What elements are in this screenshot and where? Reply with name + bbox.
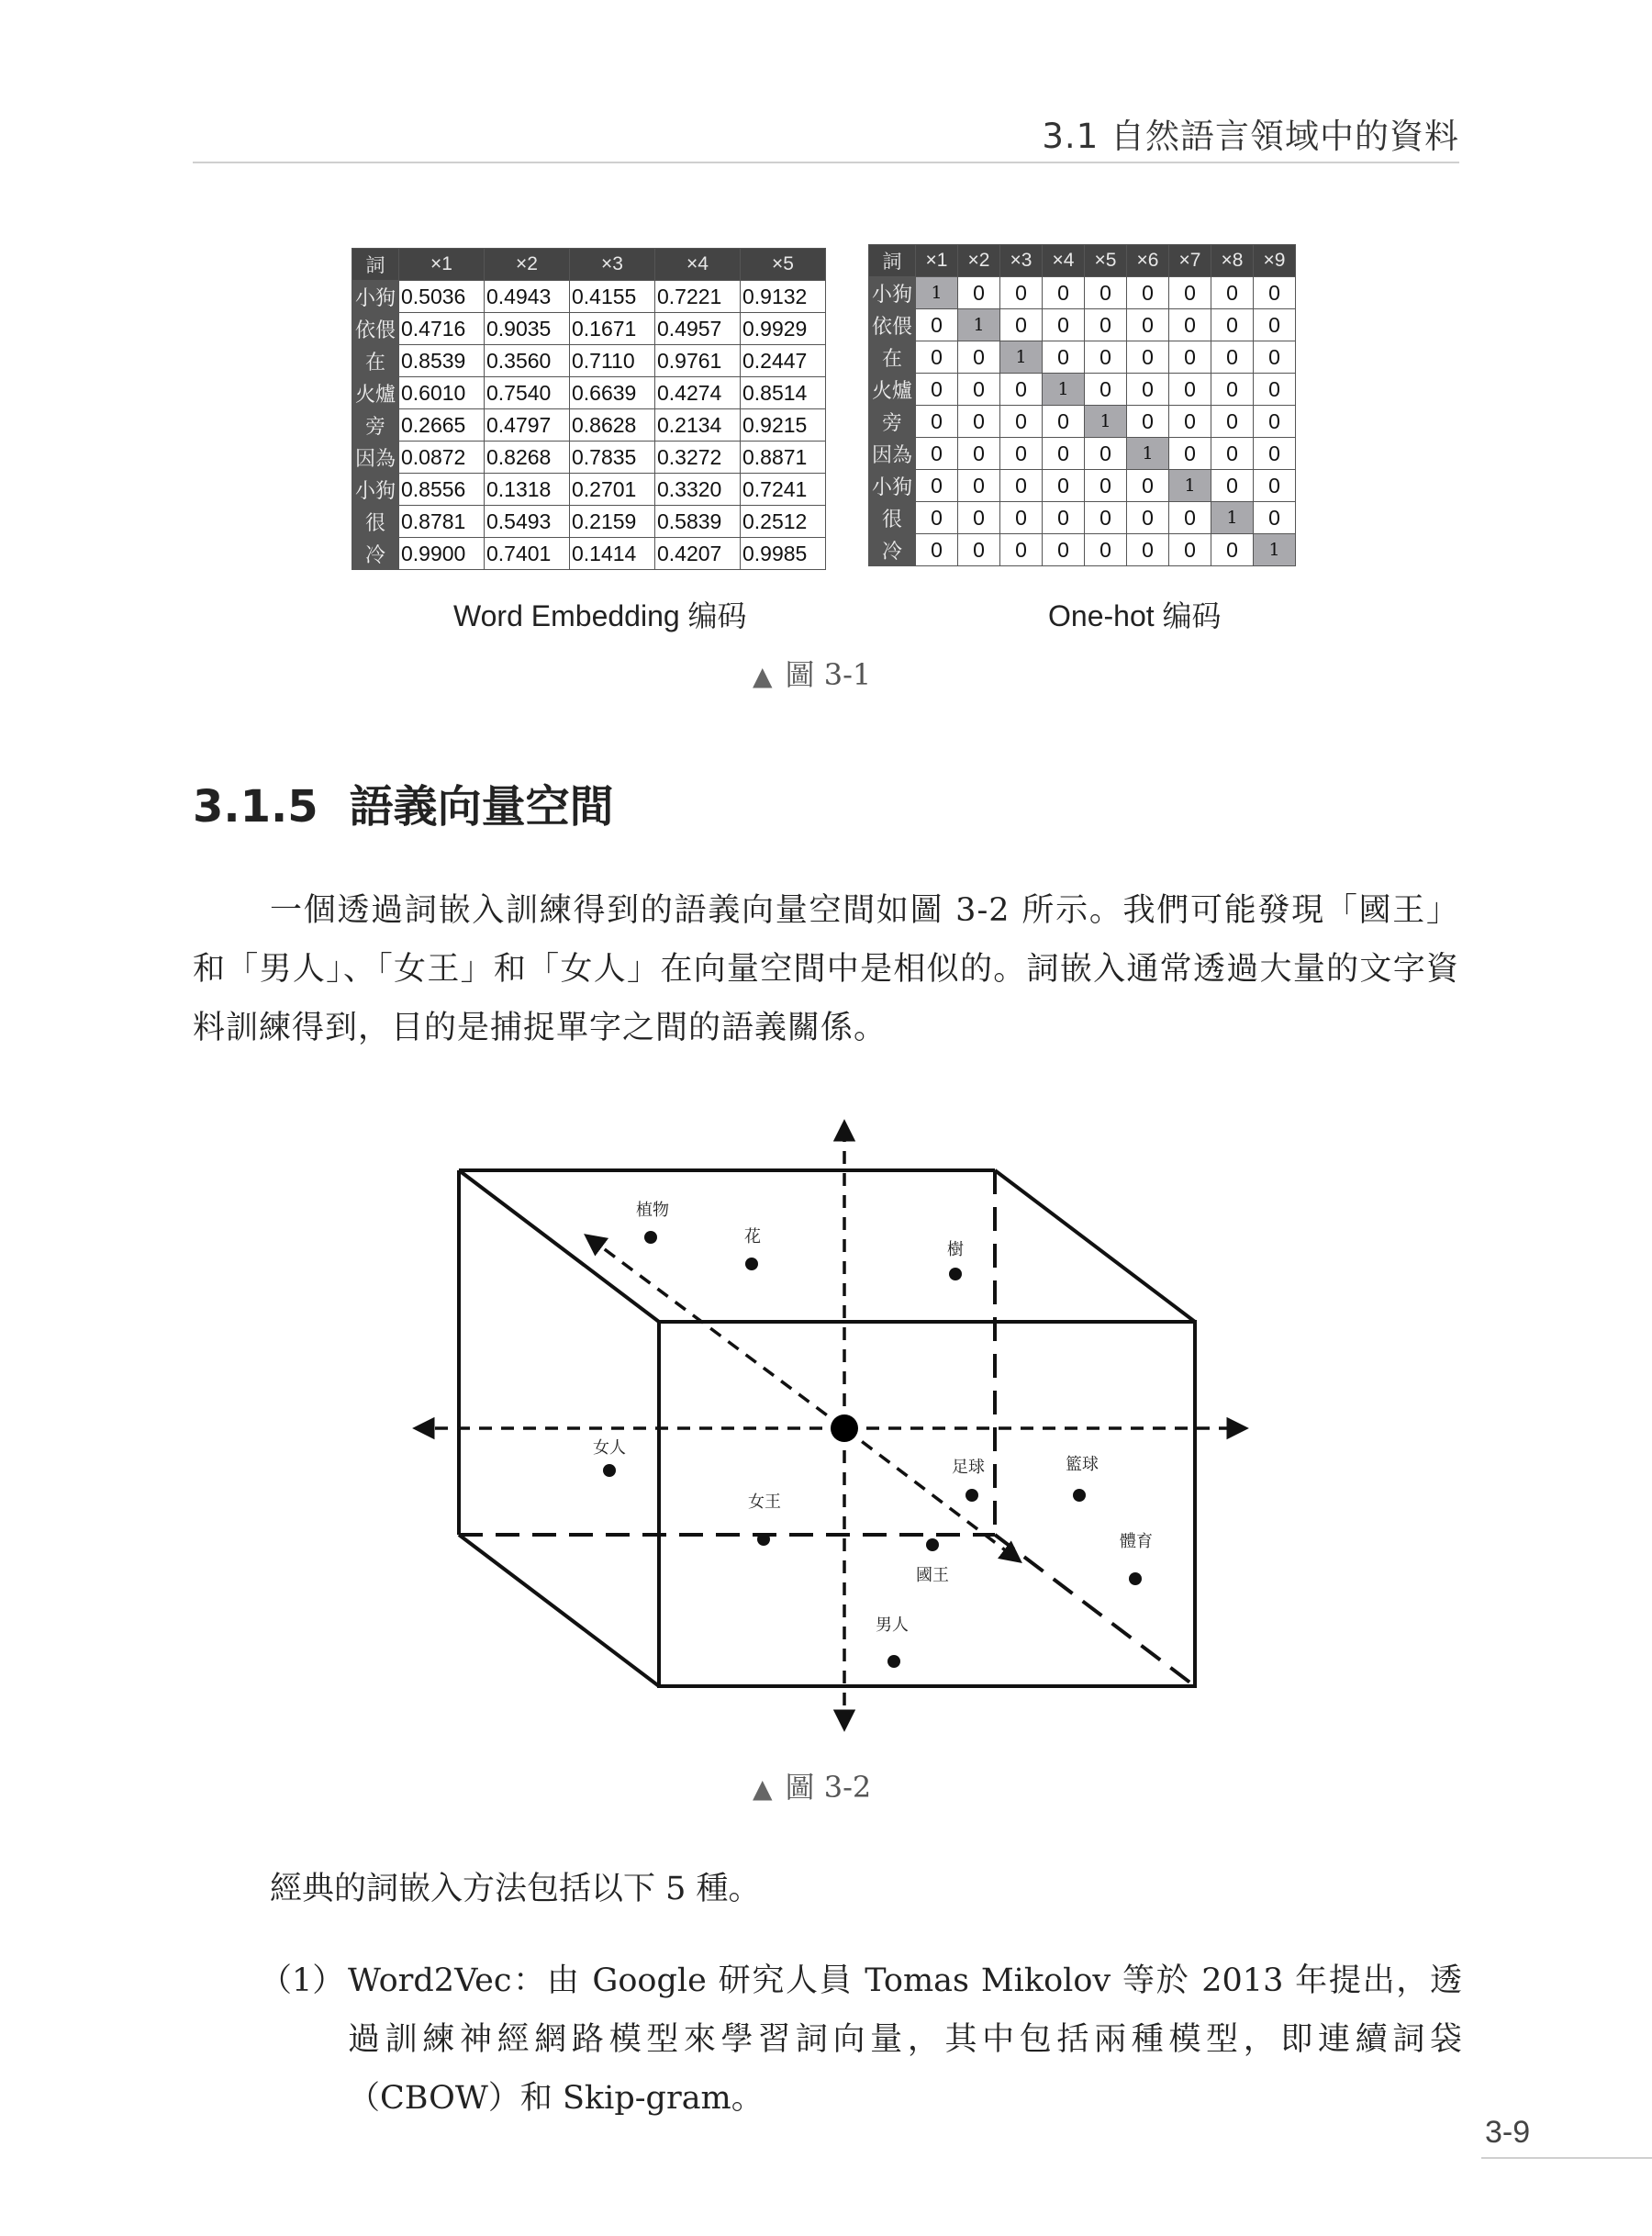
onehot-cell: 0 xyxy=(916,374,958,406)
word-point-king xyxy=(926,1538,939,1551)
onehot-cell: 0 xyxy=(1254,406,1296,438)
onehot-hot-cell: 1 xyxy=(1043,374,1085,406)
embedding-cell: 0.9035 xyxy=(485,313,570,345)
embedding-cell: 0.4207 xyxy=(655,538,741,570)
cube-edge xyxy=(459,1535,659,1686)
onehot-cell: 0 xyxy=(1043,438,1085,470)
onehot-cell: 0 xyxy=(1211,277,1254,309)
embedding-cell: 0.7401 xyxy=(485,538,570,570)
embedding-col-header: ×3 xyxy=(570,249,655,281)
cube-edge xyxy=(995,1170,1195,1322)
onehot-cell: 0 xyxy=(1127,374,1169,406)
embedding-cell: 0.7241 xyxy=(741,474,826,506)
onehot-cell: 0 xyxy=(916,502,958,534)
caption-triangle-icon: ▲ xyxy=(753,1773,773,1804)
embedding-row xyxy=(352,281,826,313)
embedding-cell: 0.7110 xyxy=(570,345,655,377)
onehot-cell: 0 xyxy=(916,470,958,502)
embedding-row xyxy=(352,409,826,442)
embedding-cell: 0.4274 xyxy=(655,377,741,409)
embedding-cell: 0.7221 xyxy=(655,281,741,313)
body-paragraph: 一個透過詞嵌入訓練得到的語義向量空間如圖 3-2 所示。我們可能發現「國王」和「男人」、「女王」和「女人」在向量空間中是相似的。詞嵌入通常透過大量的文字資料訓練得到，目的是捕捉單字之間的語義關係。 xyxy=(193,892,1459,1046)
embedding-row-word: 依偎 xyxy=(352,313,399,345)
onehot-cell: 0 xyxy=(1254,309,1296,341)
embedding-cell: 0.8781 xyxy=(399,506,485,538)
list-item xyxy=(260,1951,1462,2128)
origin-point xyxy=(831,1414,858,1442)
embedding-cell: 0.7540 xyxy=(485,377,570,409)
section-number: 3.1.5 xyxy=(193,781,318,833)
list-item-text: Word2Vec：由 Google 研究人員 Tomas Mikolov 等於 2013 年提出，透過訓練神經網路模型來學習詞向量，其中包括兩種模型，即連續詞袋（CBOW）和 Skip-gram。 xyxy=(348,1962,1462,2117)
onehot-row-word: 因為 xyxy=(869,438,916,470)
onehot-row-word: 很 xyxy=(869,502,916,534)
embedding-cell: 0.3320 xyxy=(655,474,741,506)
onehot-cell: 0 xyxy=(1211,309,1254,341)
embedding-cell: 0.1671 xyxy=(570,313,655,345)
embedding-cell: 0.8268 xyxy=(485,442,570,474)
onehot-col-header: ×7 xyxy=(1169,245,1211,277)
embedding-row-word: 小狗 xyxy=(352,474,399,506)
onehot-col-header: ×4 xyxy=(1043,245,1085,277)
onehot-cell: 0 xyxy=(1254,438,1296,470)
footer-rule xyxy=(1481,2157,1652,2159)
cube-hidden-edge xyxy=(995,1535,1195,1686)
embedding-row-word: 火爐 xyxy=(352,377,399,409)
onehot-cell: 0 xyxy=(1127,534,1169,566)
word-points xyxy=(593,1201,1153,1668)
onehot-cell: 0 xyxy=(1254,470,1296,502)
onehot-cell: 0 xyxy=(958,470,1000,502)
onehot-cell: 0 xyxy=(1085,470,1127,502)
word-label-football: 足球 xyxy=(952,1458,985,1477)
embedding-header-row xyxy=(352,249,826,281)
embedding-cell: 0.4155 xyxy=(570,281,655,313)
onehot-cell: 0 xyxy=(1254,374,1296,406)
onehot-row-word: 在 xyxy=(869,341,916,374)
word-label-sports: 體育 xyxy=(1120,1532,1153,1551)
onehot-cell: 0 xyxy=(1043,341,1085,374)
embedding-cell: 0.2447 xyxy=(741,345,826,377)
embedding-cell: 0.1414 xyxy=(570,538,655,570)
cube-front-face xyxy=(659,1322,1195,1686)
word-point-football xyxy=(966,1489,978,1502)
word-label-basketball: 籃球 xyxy=(1066,1455,1099,1474)
embedding-cell: 0.2512 xyxy=(741,506,826,538)
onehot-cell: 0 xyxy=(1127,341,1169,374)
embedding-cell: 0.3560 xyxy=(485,345,570,377)
embedding-cell: 0.5036 xyxy=(399,281,485,313)
onehot-row-word: 冷 xyxy=(869,534,916,566)
word-point-plant xyxy=(644,1231,657,1244)
onehot-col-header: ×2 xyxy=(958,245,1000,277)
cube-edge xyxy=(459,1170,659,1322)
onehot-cell: 0 xyxy=(958,374,1000,406)
onehot-col-header: ×9 xyxy=(1254,245,1296,277)
onehot-row xyxy=(869,470,1296,502)
onehot-cell: 0 xyxy=(1169,502,1211,534)
onehot-col-header: ×3 xyxy=(1000,245,1043,277)
word-point-tree xyxy=(949,1268,962,1280)
onehot-cell: 0 xyxy=(1000,374,1043,406)
onehot-row-word: 旁 xyxy=(869,406,916,438)
embedding-cell: 0.9761 xyxy=(655,345,741,377)
embedding-cell: 0.4797 xyxy=(485,409,570,442)
embedding-row xyxy=(352,377,826,409)
onehot-hot-cell: 1 xyxy=(916,277,958,309)
embedding-cell: 0.9929 xyxy=(741,313,826,345)
onehot-hot-cell: 1 xyxy=(1000,341,1043,374)
onehot-label: One-hot 编码 xyxy=(1048,599,1222,632)
embedding-row-word: 在 xyxy=(352,345,399,377)
onehot-cell: 0 xyxy=(1169,534,1211,566)
embedding-row-word: 因為 xyxy=(352,442,399,474)
embedding-cell: 0.4716 xyxy=(399,313,485,345)
embedding-cell: 0.4943 xyxy=(485,281,570,313)
onehot-cell: 0 xyxy=(1127,470,1169,502)
page-number: 3-9 xyxy=(1485,2115,1531,2150)
onehot-row-word: 小狗 xyxy=(869,470,916,502)
header-rule xyxy=(193,162,1459,163)
embedding-cell: 0.8539 xyxy=(399,345,485,377)
axis-back xyxy=(587,1236,844,1428)
onehot-row xyxy=(869,309,1296,341)
onehot-cell: 0 xyxy=(1211,470,1254,502)
onehot-header-row xyxy=(869,245,1296,277)
onehot-cell: 0 xyxy=(1000,534,1043,566)
embedding-cell: 0.2159 xyxy=(570,506,655,538)
onehot-cell: 0 xyxy=(958,534,1000,566)
embedding-cell: 0.6010 xyxy=(399,377,485,409)
embedding-cell: 0.8514 xyxy=(741,377,826,409)
onehot-cell: 0 xyxy=(958,277,1000,309)
onehot-col-header: ×5 xyxy=(1085,245,1127,277)
embedding-cell: 0.2134 xyxy=(655,409,741,442)
word-label-queen: 女王 xyxy=(748,1493,781,1512)
embedding-cell: 0.5493 xyxy=(485,506,570,538)
onehot-cell: 0 xyxy=(1169,374,1211,406)
onehot-cell: 0 xyxy=(1085,438,1127,470)
onehot-cell: 0 xyxy=(1169,438,1211,470)
embedding-row-word: 旁 xyxy=(352,409,399,442)
onehot-col-header: ×6 xyxy=(1127,245,1169,277)
onehot-cell: 0 xyxy=(1127,502,1169,534)
onehot-row xyxy=(869,341,1296,374)
embedding-cell: 0.8628 xyxy=(570,409,655,442)
onehot-cell: 0 xyxy=(1043,309,1085,341)
word-label-woman: 女人 xyxy=(593,1438,626,1458)
embedding-cell: 0.8556 xyxy=(399,474,485,506)
onehot-cell: 0 xyxy=(1254,277,1296,309)
word-point-basketball xyxy=(1073,1489,1086,1502)
onehot-col-header: ×1 xyxy=(916,245,958,277)
embedding-row xyxy=(352,442,826,474)
onehot-cell: 0 xyxy=(1254,502,1296,534)
onehot-row-word: 火爐 xyxy=(869,374,916,406)
onehot-table xyxy=(868,244,1296,566)
onehot-cell: 0 xyxy=(1211,534,1254,566)
onehot-cell: 0 xyxy=(1000,502,1043,534)
axes xyxy=(417,1124,1245,1727)
embedding-row-word: 冷 xyxy=(352,538,399,570)
onehot-row xyxy=(869,277,1296,309)
onehot-cell: 0 xyxy=(1254,341,1296,374)
list-marker: （1） xyxy=(260,1962,345,1999)
embedding-row-word: 很 xyxy=(352,506,399,538)
section-title: 語義向量空間 xyxy=(349,781,614,833)
onehot-cell: 0 xyxy=(1000,470,1043,502)
onehot-row xyxy=(869,438,1296,470)
word-point-flower xyxy=(745,1258,758,1270)
caption-text: 圖 3-1 xyxy=(785,657,872,692)
embedding-row xyxy=(352,506,826,538)
section-heading xyxy=(193,771,614,834)
embedding-corner-cell: 詞 xyxy=(352,249,399,281)
onehot-cell: 0 xyxy=(1211,438,1254,470)
onehot-cell: 0 xyxy=(916,341,958,374)
embedding-label: Word Embedding 编码 xyxy=(453,599,747,632)
onehot-table-body xyxy=(869,277,1296,566)
word-label-king: 國王 xyxy=(916,1566,949,1585)
onehot-cell: 0 xyxy=(1043,502,1085,534)
onehot-row-word: 小狗 xyxy=(869,277,916,309)
embedding-row-word: 小狗 xyxy=(352,281,399,313)
embedding-cell: 0.2701 xyxy=(570,474,655,506)
word-point-queen xyxy=(757,1533,770,1546)
onehot-hot-cell: 1 xyxy=(1211,502,1254,534)
word-label-man: 男人 xyxy=(876,1616,909,1635)
onehot-cell: 0 xyxy=(1085,534,1127,566)
embedding-col-header: ×2 xyxy=(485,249,570,281)
word-label-plant: 植物 xyxy=(636,1201,669,1220)
embedding-cell: 0.7835 xyxy=(570,442,655,474)
caption-triangle-icon: ▲ xyxy=(753,661,773,691)
onehot-cell: 0 xyxy=(1211,341,1254,374)
onehot-row-word: 依偎 xyxy=(869,309,916,341)
vector-space-diagram xyxy=(404,1111,1267,1744)
onehot-cell: 0 xyxy=(1085,309,1127,341)
body-paragraph: 經典的詞嵌入方法包括以下 5 種。 xyxy=(270,1871,761,1907)
onehot-cell: 0 xyxy=(916,438,958,470)
onehot-cell: 0 xyxy=(958,341,1000,374)
onehot-cell: 0 xyxy=(1043,277,1085,309)
figure-caption-3-2 xyxy=(753,1764,871,1806)
embedding-col-header: ×1 xyxy=(399,249,485,281)
word-point-sports xyxy=(1129,1572,1142,1585)
embedding-table-body xyxy=(352,281,826,570)
onehot-cell: 0 xyxy=(958,406,1000,438)
embedding-cell: 0.6639 xyxy=(570,377,655,409)
onehot-hot-cell: 1 xyxy=(1254,534,1296,566)
onehot-cell: 0 xyxy=(1085,341,1127,374)
word-point-woman xyxy=(603,1464,616,1477)
embedding-cell: 0.9215 xyxy=(741,409,826,442)
embedding-row xyxy=(352,474,826,506)
embedding-cell: 0.5839 xyxy=(655,506,741,538)
embedding-row xyxy=(352,538,826,570)
onehot-hot-cell: 1 xyxy=(958,309,1000,341)
onehot-cell: 0 xyxy=(958,502,1000,534)
onehot-row xyxy=(869,374,1296,406)
onehot-cell: 0 xyxy=(1000,406,1043,438)
onehot-cell: 0 xyxy=(1211,406,1254,438)
word-point-man xyxy=(887,1655,900,1668)
word-label-flower: 花 xyxy=(744,1227,761,1247)
embedding-cell: 0.9900 xyxy=(399,538,485,570)
embedding-cell: 0.1318 xyxy=(485,474,570,506)
onehot-cell: 0 xyxy=(1127,309,1169,341)
onehot-hot-cell: 1 xyxy=(1085,406,1127,438)
onehot-row xyxy=(869,502,1296,534)
onehot-hot-cell: 1 xyxy=(1169,470,1211,502)
onehot-hot-cell: 1 xyxy=(1127,438,1169,470)
onehot-cell: 0 xyxy=(1085,374,1127,406)
embedding-cell: 0.9132 xyxy=(741,281,826,313)
onehot-cell: 0 xyxy=(1000,438,1043,470)
embedding-cell: 0.0872 xyxy=(399,442,485,474)
onehot-cell: 0 xyxy=(1169,341,1211,374)
onehot-cell: 0 xyxy=(1211,374,1254,406)
onehot-cell: 0 xyxy=(1043,534,1085,566)
figure-caption-3-1 xyxy=(753,652,871,694)
embedding-row xyxy=(352,313,826,345)
onehot-row xyxy=(869,406,1296,438)
onehot-cell: 0 xyxy=(1000,309,1043,341)
onehot-cell: 0 xyxy=(1043,406,1085,438)
embedding-cell: 0.3272 xyxy=(655,442,741,474)
onehot-cell: 0 xyxy=(916,406,958,438)
onehot-cell: 0 xyxy=(1085,502,1127,534)
embedding-row xyxy=(352,345,826,377)
embedding-cell: 0.4957 xyxy=(655,313,741,345)
embedding-cell: 0.2665 xyxy=(399,409,485,442)
onehot-cell: 0 xyxy=(1127,406,1169,438)
embedding-cell: 0.9985 xyxy=(741,538,826,570)
onehot-cell: 0 xyxy=(916,309,958,341)
onehot-cell: 0 xyxy=(1169,309,1211,341)
onehot-cell: 0 xyxy=(916,534,958,566)
embedding-cell: 0.8871 xyxy=(741,442,826,474)
caption-text: 圖 3-2 xyxy=(785,1770,872,1805)
embedding-col-header: ×4 xyxy=(655,249,741,281)
embedding-table xyxy=(352,248,826,570)
onehot-corner-cell: 詞 xyxy=(869,245,916,277)
onehot-row xyxy=(869,534,1296,566)
onehot-cell: 0 xyxy=(1127,277,1169,309)
word-label-tree: 樹 xyxy=(947,1240,964,1259)
onehot-col-header: ×8 xyxy=(1211,245,1254,277)
onehot-cell: 0 xyxy=(1085,277,1127,309)
onehot-cell: 0 xyxy=(1169,406,1211,438)
running-header: 3.1 自然語言領域中的資料 xyxy=(1042,117,1459,156)
embedding-col-header: ×5 xyxy=(741,249,826,281)
onehot-cell: 0 xyxy=(1043,470,1085,502)
onehot-cell: 0 xyxy=(1169,277,1211,309)
onehot-cell: 0 xyxy=(1000,277,1043,309)
onehot-cell: 0 xyxy=(958,438,1000,470)
